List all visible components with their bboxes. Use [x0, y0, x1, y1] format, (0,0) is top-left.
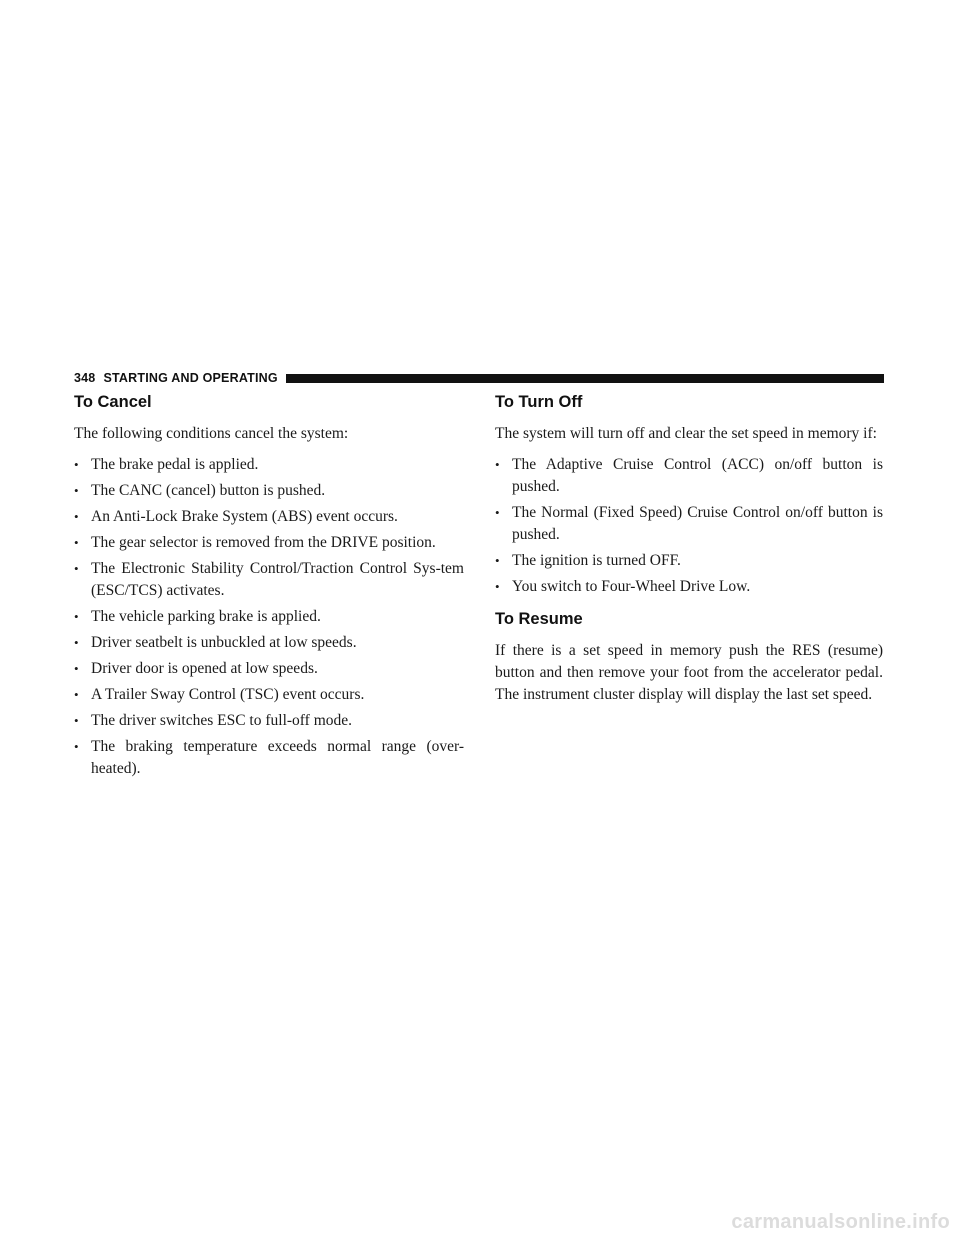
list-item: • The CANC (cancel) button is pushed.: [74, 480, 464, 502]
turnoff-intro: The system will turn off and clear the set speed in memory if:: [495, 425, 877, 442]
bullet-icon: •: [74, 535, 79, 550]
section-name: STARTING AND OPERATING: [103, 371, 278, 385]
bullet-icon: •: [74, 457, 79, 472]
left-column: [74, 392, 464, 784]
resume-text: If there is a set speed in memory push the RES (resume) button and then remove your foot from the accelerator pedal. The instrument cluster display will display the last set speed.: [495, 642, 883, 703]
list-item: • The gear selector is removed from the DRIVE position.: [74, 532, 464, 554]
list-item: • The driver switches ESC to full-off mode.: [74, 710, 464, 732]
bullet-icon: •: [74, 661, 79, 676]
bullet-icon: •: [74, 561, 79, 576]
page-number: 348: [74, 371, 96, 385]
bullet-icon: •: [74, 635, 79, 650]
bullet-icon: •: [495, 505, 500, 520]
list-item: • The braking temperature exceeds normal range (over-heated).: [74, 738, 464, 777]
bullet-icon: •: [495, 553, 500, 568]
bullet-icon: •: [74, 687, 79, 702]
list-item: • An Anti-Lock Brake System (ABS) event occurs.: [74, 506, 464, 528]
bullet-icon: •: [74, 609, 79, 624]
list-item: • Driver door is opened at low speeds.: [74, 658, 464, 680]
running-header: [74, 370, 884, 386]
resume-heading: To Resume: [495, 610, 583, 628]
list-item: • The Electronic Stability Control/Traction Control Sys-tem (ESC/TCS) activates.: [74, 560, 464, 599]
bullet-icon: •: [74, 509, 79, 524]
bullet-icon: •: [495, 579, 500, 594]
cancel-list: [74, 454, 464, 780]
turnoff-list: [495, 454, 883, 598]
list-item: • The Normal (Fixed Speed) Cruise Control on/off button is pushed.: [495, 504, 883, 543]
right-column: [495, 392, 883, 715]
header-rule: [286, 374, 884, 383]
cancel-heading: To Cancel: [74, 393, 152, 411]
list-item: • The Adaptive Cruise Control (ACC) on/off button is pushed.: [495, 456, 883, 495]
cancel-intro: The following conditions cancel the system:: [74, 425, 349, 442]
list-item: • You switch to Four-Wheel Drive Low.: [495, 576, 883, 598]
bullet-icon: •: [74, 483, 79, 498]
turnoff-heading: To Turn Off: [495, 393, 583, 411]
bullet-icon: •: [74, 713, 79, 728]
list-item: • The vehicle parking brake is applied.: [74, 606, 464, 628]
list-item: • The brake pedal is applied.: [74, 454, 464, 476]
list-item: • Driver seatbelt is unbuckled at low speeds.: [74, 632, 464, 654]
list-item: • The ignition is turned OFF.: [495, 550, 883, 572]
watermark: carmanualsonline.info: [731, 1211, 950, 1233]
bullet-icon: •: [495, 457, 500, 472]
list-item: • A Trailer Sway Control (TSC) event occurs.: [74, 684, 464, 706]
bullet-icon: •: [74, 739, 79, 754]
